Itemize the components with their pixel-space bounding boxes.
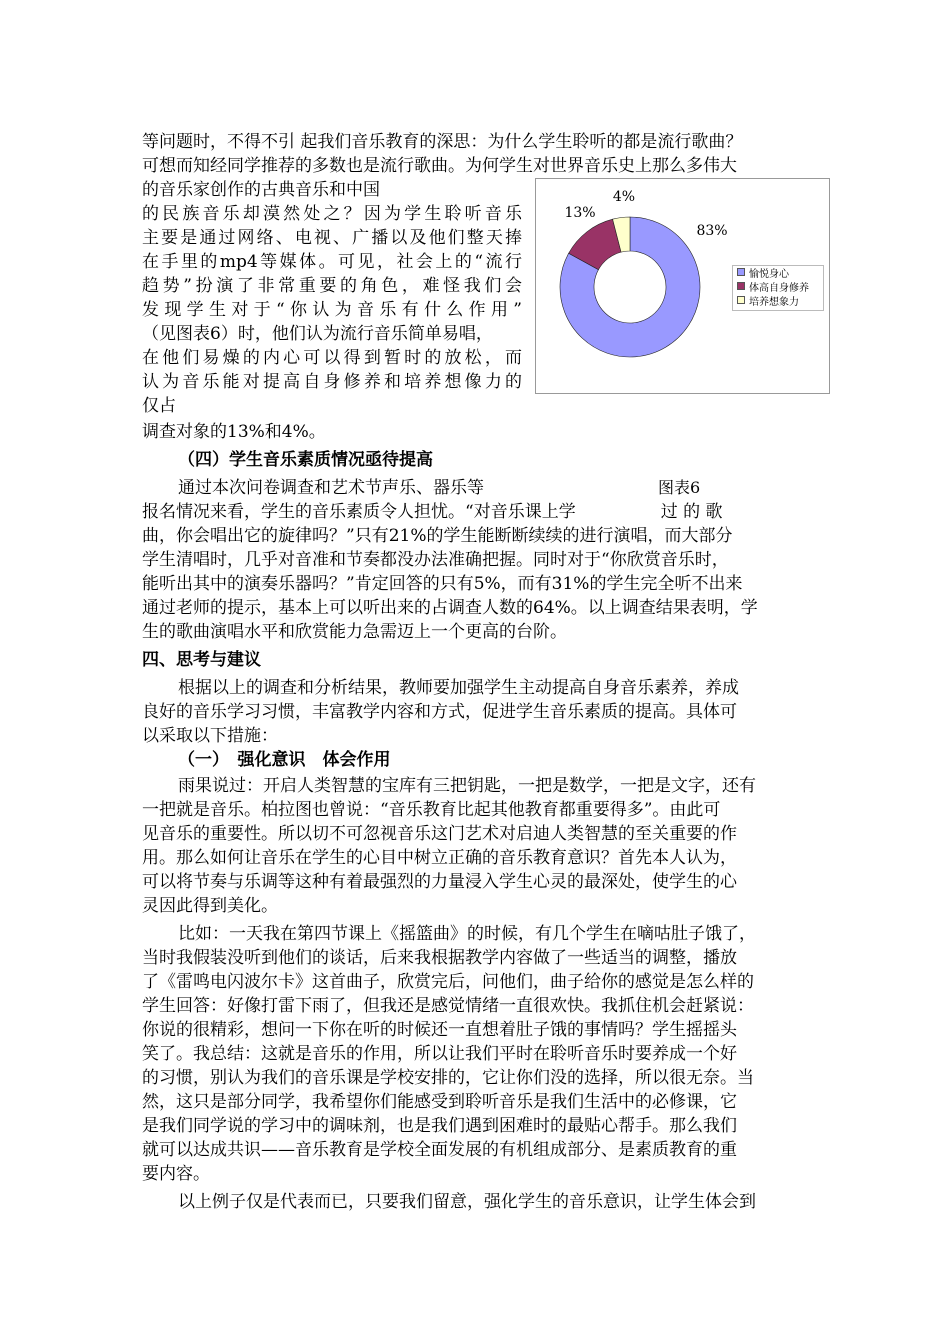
paragraph-line: 当时我假装没听到他们的谈话，后来我根据教学内容做了一些适当的调整，播放 (142, 948, 737, 968)
paragraph-line: 然，这只是部分同学，我希望你们能感受到聆听音乐是我们生活中的必修课，它 (142, 1092, 737, 1112)
section-heading: 四、思考与建议 (142, 650, 261, 670)
paragraph-line: 比如：一天我在第四节课上《摇篮曲》的时候，有几个学生在嘀咕肚子饿了， (178, 924, 756, 944)
figure-caption: 图表6 (658, 478, 701, 497)
paragraph-line: 可想而知经同学推荐的多数也是流行歌曲。为何学生对世界音乐史上那么多伟大 (142, 156, 737, 176)
paragraph-line: 学生清唱时，几乎对音准和节奏都没办法准确把握。同时对于“你欣赏音乐时， (142, 550, 729, 570)
paragraph-line: 曲，你会唱出它的旋律吗？”只有21%的学生能断断续续的进行演唱，而大部分 (142, 526, 733, 546)
legend-swatch (737, 282, 745, 290)
paragraph-line: 主要是通过网络、电视、广播以及他们整天捧 (142, 228, 522, 248)
legend-label: 培养想象力 (749, 297, 799, 308)
legend-item (737, 282, 809, 295)
data-label: 13% (564, 205, 596, 221)
paragraph-line: 的音乐家创作的古典音乐和中国 (142, 180, 380, 200)
paragraph-line: 你说的很精彩，想问一下你在听的时候还一直想着肚子饿的事情吗？学生摇摇头 (142, 1020, 737, 1040)
data-label: 83% (696, 223, 728, 239)
paragraph-line: 灵因此得到美化。 (142, 896, 278, 916)
paragraph-line: 调查对象的13%和4%。 (142, 422, 326, 442)
paragraph-line: 学生回答：好像打雷下雨了，但我还是感觉情绪一直很欢快。我抓住机会赶紧说： (142, 996, 754, 1016)
paragraph-line: 能听出其中的演奏乐器吗？”肯定回答的只有5%，而有31%的学生完全听不出来 (142, 574, 743, 594)
paragraph-line: 发现学生对于“你认为音乐有什么作用” (142, 300, 522, 320)
paragraph-line: 一把就是音乐。柏拉图也曾说：“音乐教育比起其他教育都重要得多”。由此可 (142, 800, 721, 820)
paragraph-line: 仅占 (142, 396, 176, 416)
paragraph-line: 了《雷鸣电闪波尔卡》这首曲子，欣赏完后，问他们，曲子给你的感觉是怎么样的 (142, 972, 754, 992)
legend-label: 体高自身修养 (749, 283, 809, 294)
paragraph-line: 等问题时，不得不引 起我们音乐教育的深思：为什么学生聆听的都是流行歌曲？ (142, 132, 743, 152)
paragraph-line: 在手里的mp4等媒体。可见，社会上的“流行 (142, 252, 522, 272)
paragraph-line: 的民族音乐却漠然处之？因为学生聆听音乐 (142, 204, 522, 224)
legend-item (737, 268, 789, 281)
paragraph-line: 以上例子仅是代表而已，只要我们留意，强化学生的音乐意识，让学生体会到 (178, 1192, 756, 1212)
paragraph-line: 就可以达成共识——音乐教育是学校全面发展的有机组成部分、是素质教育的重 (142, 1140, 737, 1160)
paragraph-line: 见音乐的重要性。所以切不可忽视音乐这门艺术对启迪人类智慧的至关重要的作 (142, 824, 737, 844)
paragraph-line: 报名情况来看，学生的音乐素质令人担忧。“对音乐课上学 过 的 歌 (142, 502, 723, 522)
paragraph-line: 笑了。我总结：这就是音乐的作用，所以让我们平时在聆听音乐时要养成一个好 (142, 1044, 737, 1064)
paragraph-line: 通过本次问卷调查和艺术节声乐、器乐等 (178, 478, 484, 498)
paragraph-line: 在他们易燥的内心可以得到暂时的放松，而 (142, 348, 522, 368)
paragraph-line: 雨果说过：开启人类智慧的宝库有三把钥匙，一把是数学，一把是文字，还有 (178, 776, 756, 796)
paragraph-line: 良好的音乐学习习惯，丰富教学内容和方式，促进学生音乐素质的提高。具体可 (142, 702, 737, 722)
legend-label: 愉悦身心 (749, 269, 789, 280)
paragraph-line: 要内容。 (142, 1164, 210, 1184)
donut-chart (535, 178, 830, 394)
paragraph-line: 是我们同学说的学习中的调味剂，也是我们遇到困难时的最贴心帮手。那么我们 (142, 1116, 737, 1136)
section-heading: （一） 强化意识 体会作用 (178, 750, 391, 770)
paragraph-line: 可以将节奏与乐调等这种有着最强烈的力量浸入学生心灵的最深处，使学生的心 (142, 872, 737, 892)
paragraph-line: 根据以上的调查和分析结果，教师要加强学生主动提高自身音乐素养，养成 (178, 678, 739, 698)
paragraph-line: 通过老师的提示，基本上可以听出来的占调查人数的64%。以上调查结果表明，学 (142, 598, 758, 618)
paragraph-line: 的习惯，别认为我们的音乐课是学校安排的，它让你们没的选择，所以很无奈。当 (142, 1068, 754, 1088)
paragraph-line: 趋势”扮演了非常重要的角色，难怪我们会 (142, 276, 522, 296)
paragraph-line: 用。那么如何让音乐在学生的心目中树立正确的音乐教育意识？首先本人认为， (142, 848, 737, 868)
section-heading: （四）学生音乐素质情况亟待提高 (178, 450, 433, 470)
legend-swatch (737, 296, 745, 304)
paragraph-line: （见图表6）时，他们认为流行音乐简单易唱， (142, 324, 493, 344)
data-label: 4% (612, 189, 636, 205)
chart-legend (732, 265, 824, 311)
legend-swatch (737, 268, 745, 276)
paragraph-line: 以采取以下措施： (142, 726, 278, 746)
paragraph-line: 生的歌曲演唱水平和欣赏能力急需迈上一个更高的台阶。 (142, 622, 567, 642)
legend-item (737, 296, 799, 309)
paragraph-line: 认为音乐能对提高自身修养和培养想像力的 (142, 372, 522, 392)
